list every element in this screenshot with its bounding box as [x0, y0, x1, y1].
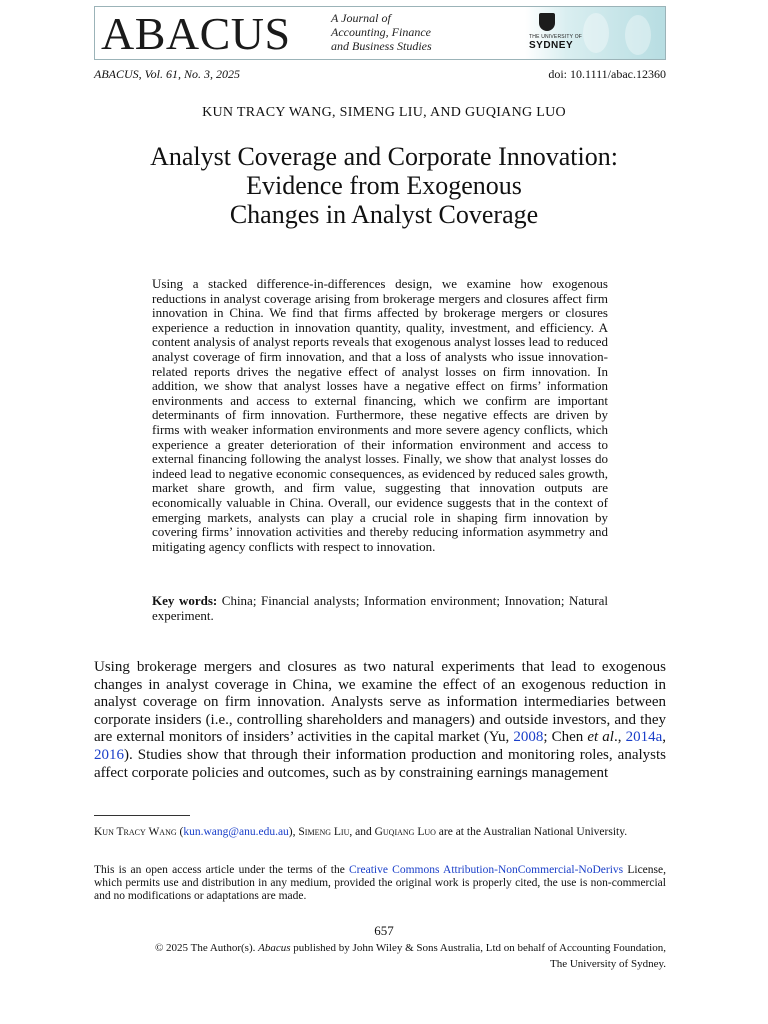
body-text-part: ). Studies show that through their information production and monitoring roles, analysts affect corporate policies and outcomes, such as by constraining earnings management: [94, 746, 666, 781]
journal-logo: ABACUS: [101, 8, 291, 59]
author-name: Kun Tracy Wang: [94, 826, 177, 838]
citation: ABACUS, Vol. 61, No. 3, 2025: [94, 67, 240, 81]
university-label-small: THE UNIVERSITY OF: [529, 34, 583, 40]
copyright: [94, 941, 666, 972]
title-line: Analyst Coverage and Corporate Innovation:: [150, 142, 618, 171]
license-footnote: [94, 864, 666, 904]
journal-banner: [94, 6, 666, 60]
body-text-part: ,: [662, 729, 666, 746]
copyright-text: © 2025 The Author(s).: [154, 942, 259, 954]
citation-link[interactable]: 2016: [94, 746, 124, 763]
body-text-part: .,: [613, 729, 626, 746]
citation-link[interactable]: 2014a: [625, 729, 663, 746]
copyright-line: The University of Sydney.: [550, 957, 666, 970]
footnote-divider: [94, 815, 190, 816]
author-footnote: Kun Tracy Wang (kun.wang@anu.edu.au), Simeng Liu, and Guqiang Luo are at the Australian National University.: [94, 826, 628, 838]
university-artwork: [525, 7, 665, 59]
journal-subtitle-line: A Journal of: [331, 11, 391, 25]
license-link[interactable]: Creative Commons Attribution-NonCommercial-NoDerivs: [349, 864, 624, 876]
author-list: KUN TRACY WANG, SIMENG LIU, AND GUQIANG LUO: [202, 105, 566, 120]
license-text: License, which permits use and distribution in any medium, provided the original work is properly cited, the use is non-commercial and no modifications or adaptations are made.: [94, 864, 666, 903]
copyright-journal: Abacus: [258, 942, 291, 954]
decorative-figure-icon: [583, 13, 609, 53]
journal-subtitle-line: Accounting, Finance: [331, 25, 431, 39]
keywords-text: China; Financial analysts; Information environment; Innovation; Natural experiment.: [152, 593, 608, 623]
license-text: This is an open access article under the terms of the: [94, 864, 350, 876]
university-label: SYDNEY: [529, 40, 574, 51]
title-line: Changes in Analyst Coverage: [229, 200, 539, 229]
university-crest-icon: [539, 13, 555, 31]
author-name: Simeng Liu: [298, 826, 350, 838]
decorative-figure-icon: [625, 15, 651, 55]
journal-subtitle-line: and Business Studies: [331, 39, 432, 53]
body-text-part: ; Chen: [543, 729, 588, 746]
affiliation-text: are at the Australian National University.: [435, 826, 628, 838]
copyright-text: published by John Wiley & Sons Australia, Ltd on behalf of Accounting Foundation,: [290, 942, 666, 954]
copyright-line: [94, 941, 666, 957]
keywords-label: Key words:: [152, 593, 218, 608]
page-number: 657: [374, 923, 394, 938]
body-text-italic: et al: [587, 729, 614, 746]
author-name: Guqiang Luo: [374, 826, 436, 838]
title-line: Evidence from Exogenous: [246, 171, 522, 200]
citation-link[interactable]: 2008: [513, 729, 544, 746]
body-text-part: Using brokerage mergers and closures as two natural experiments that lead to exogenous changes in analyst coverage in China, we examine the effect of an exogenous reduction in analyst coverage on firm innovation. Analysts serve as information intermediaries between corporate insiders (i.e., controlling shareholders and managers) and outside investors, and they are external monitors of insiders’ activities in the capital market (Yu,: [94, 659, 666, 746]
journal-subtitle: [331, 11, 432, 53]
author-email-link[interactable]: kun.wang@anu.edu.au: [183, 826, 289, 838]
body-text: [94, 659, 666, 782]
keywords: [152, 594, 608, 623]
abstract: Using a stacked difference-in-differences design, we examine how exogenous reductions in analyst coverage arising from brokerage mergers and closures affect firm innovation in China. We find that firms affected by brokerage mergers or closures experience a reduction in innovation quantity, quality, investment, and efficiency. A content analysis of analyst reports reveals that exogenous analyst losses lead to reduced analyst coverage of firm innovation, and that a loss of analysts who issue innovation-related reports drives the negative effect of analyst losses on firm innovation. In addition, we show that analyst losses have a negative effect on firms’ information environments and access to external financing, which we confirm are important determinants of firm innovation. Furthermore, these negative effects are driven by firms with weaker information environments and more severe agency conflicts, which experience a greater deterioration of their information environment and access to external financing following the analyst losses. Finally, we show that analyst losses do indeed lead to negative economic consequences, as evidenced by reduced sales growth, market share growth, and firm value, suggesting that innovation outputs are economically valuable in China. Overall, our evidence suggests that in the context of emerging markets, analysts can play a crucial role in shaping firm innovation by covering firms’ innovation activities and thereby reducing information asymmetry and mitigating agency conflicts with respect to innovation.: [152, 276, 608, 554]
doi[interactable]: doi: 10.1111/abac.12360: [548, 67, 666, 81]
article-title: [0, 142, 768, 229]
